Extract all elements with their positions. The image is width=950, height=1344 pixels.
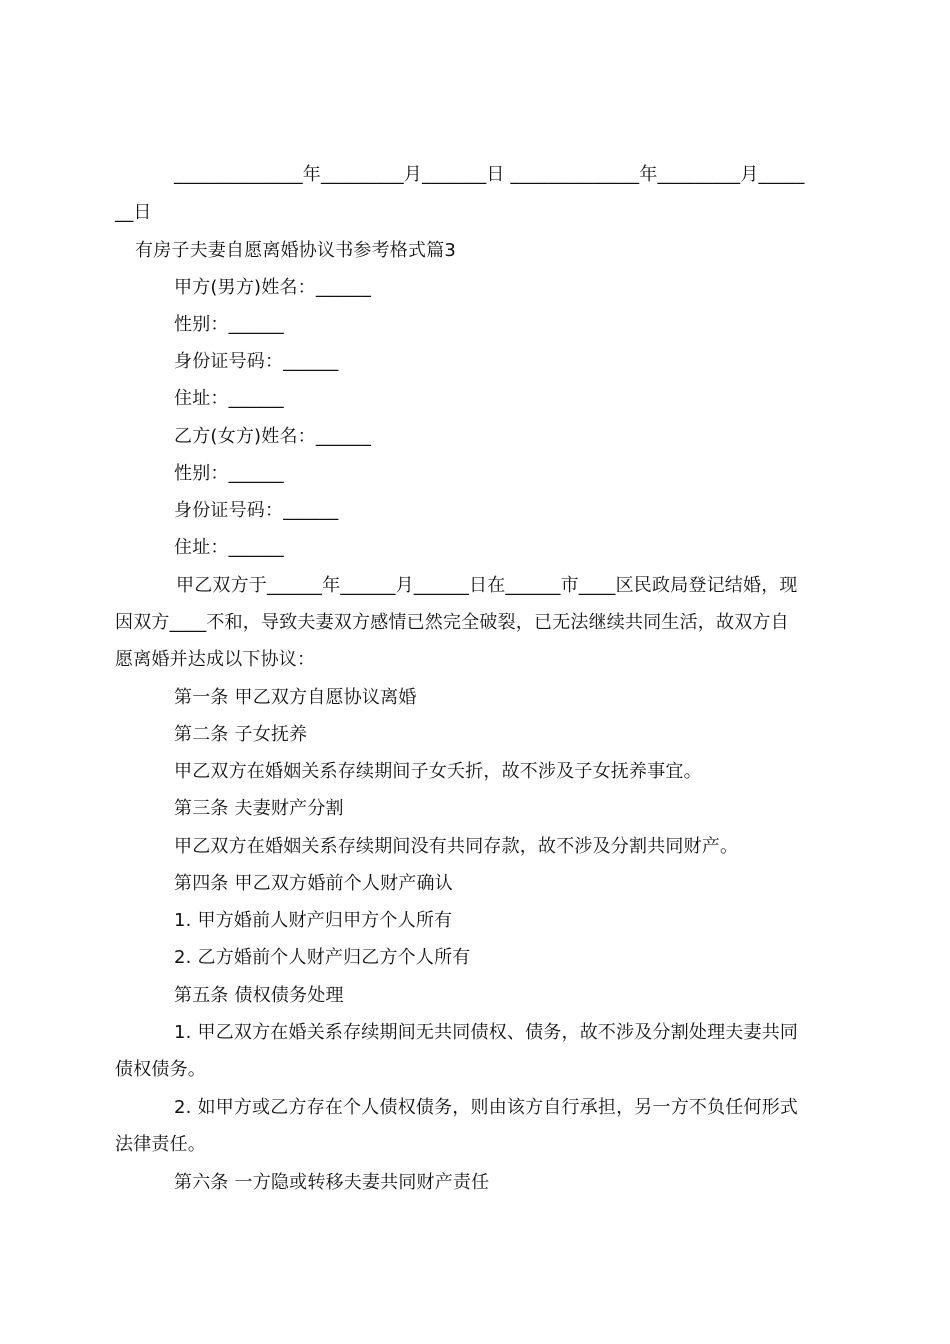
article-3-text: 甲乙双方在婚姻关系存续期间没有共同存款，故不涉及分割共同财产。 — [174, 836, 739, 857]
party-a-address: 住址：______ — [174, 388, 284, 409]
document-title: 有房子夫妻自愿离婚协议书参考格式篇3 — [135, 240, 457, 261]
date-line-1: ______________年_________月_______日 ______________年_________月_____ — [174, 164, 805, 185]
article-5-item-2-line-2: 法律责任。 — [115, 1134, 206, 1155]
party-b-name: 乙方(女方)姓名：______ — [174, 426, 372, 447]
article-4-item-2: 2. 乙方婚前个人财产归乙方个人所有 — [174, 947, 471, 968]
intro-line-2: 因双方____不和，导致夫妻双方感情已然完全破裂，已无法继续共同生活，故双方自 — [115, 612, 789, 633]
party-b-gender: 性别：______ — [174, 463, 284, 484]
party-a-name: 甲方(男方)姓名：______ — [174, 277, 372, 298]
party-a-id: 身份证号码：______ — [174, 351, 339, 372]
date-line-2: __日 — [115, 202, 152, 223]
intro-line-1: 甲乙双方于______年______月______日在______市____区民政局登记结婚，现 — [176, 575, 798, 596]
intro-line-3: 愿离婚并达成以下协议： — [115, 649, 316, 670]
article-4-item-1: 1. 甲方婚前人财产归甲方个人所有 — [174, 910, 453, 931]
article-6-heading: 第六条 一方隐或转移夫妻共同财产责任 — [174, 1172, 490, 1193]
party-b-id: 身份证号码：______ — [174, 500, 339, 521]
article-3-heading: 第三条 夫妻财产分割 — [174, 798, 344, 819]
article-2-heading: 第二条 子女抚养 — [174, 724, 308, 745]
party-b-address: 住址：______ — [174, 537, 284, 558]
article-5-heading: 第五条 债权债务处理 — [174, 985, 344, 1006]
article-1-heading: 第一条 甲乙双方自愿协议离婚 — [174, 687, 417, 708]
article-5-item-1-line-1: 1. 甲乙双方在婚关系存续期间无共同债权、债务，故不涉及分割处理夫妻共同 — [174, 1022, 799, 1043]
party-a-gender: 性别：______ — [174, 314, 284, 335]
article-5-item-1-line-2: 债权债务。 — [115, 1059, 206, 1080]
article-4-heading: 第四条 甲乙双方婚前个人财产确认 — [174, 873, 453, 894]
article-2-text: 甲乙双方在婚姻关系存续期间子女夭折，故不涉及子女抚养事宜。 — [174, 761, 702, 782]
article-5-item-2-line-1: 2. 如甲方或乙方存在个人债权债务，则由该方自行承担，另一方不负任何形式 — [174, 1097, 799, 1118]
